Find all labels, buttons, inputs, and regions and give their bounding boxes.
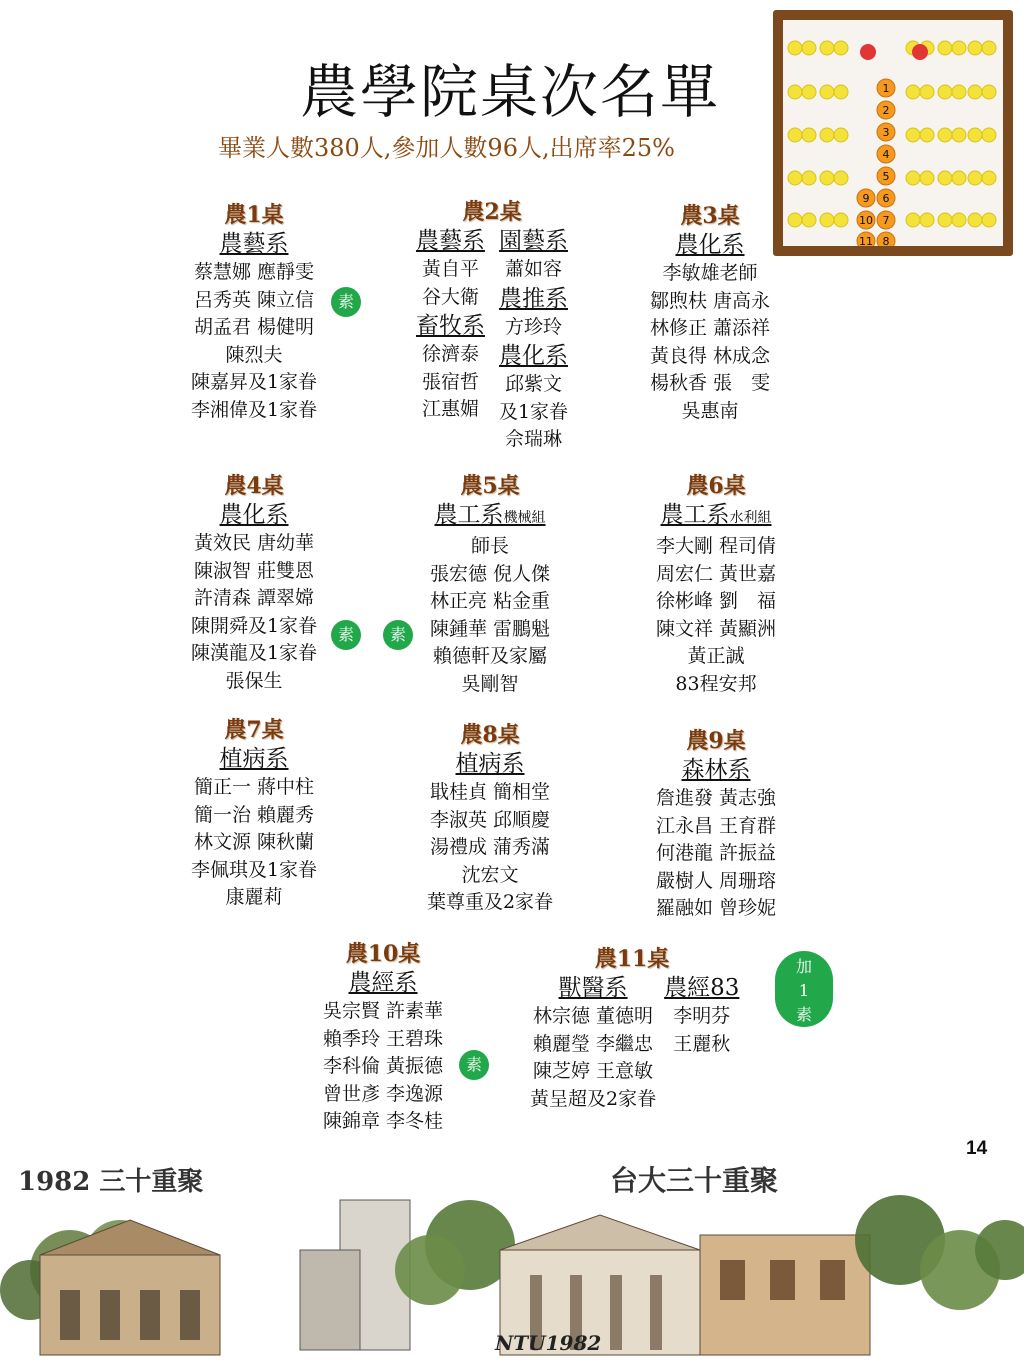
attendee-row: 張宿哲 (421, 370, 479, 393)
seat-icon (952, 85, 966, 99)
attendee-row: 李科倫 黃振德 (322, 1055, 444, 1077)
table-number-label: 11 (859, 235, 873, 246)
attendee-row: 戢桂貞 簡相堂 (429, 781, 551, 803)
attendee-row: 吳惠南 (681, 399, 739, 422)
table-number-label: 9 (862, 192, 870, 205)
seat-icon (834, 128, 848, 142)
department-subgroup: 水利組 (729, 510, 772, 526)
department-name: 農藝系 (415, 228, 485, 254)
seat-icon (820, 41, 834, 55)
attendee-row: 陳淑智 莊雙恩 (193, 559, 315, 582)
attendee-row: 許清森 譚翠嫦 (193, 587, 315, 609)
attendee-row: 佘瑞琳 (504, 428, 562, 450)
seat-icon (968, 85, 982, 99)
attendee-row: 胡孟君 楊健明 (193, 316, 315, 338)
department-name: 獸醫系 (558, 975, 628, 1001)
seat-icon (938, 171, 952, 185)
attendee-row: 楊秋香 張 雯 (649, 372, 771, 394)
table-11 (530, 945, 770, 1113)
vegetarian-badge: 素 (331, 620, 361, 650)
seat-icon (938, 213, 952, 227)
attendee-row: 周宏仁 黃世嘉 (655, 562, 777, 585)
attendee-row: 詹進發 黃志強 (655, 787, 777, 809)
seat-icon (834, 171, 848, 185)
attendee-row: 徐濟泰 (421, 343, 479, 365)
department-name (636, 500, 796, 533)
seat-icon (802, 128, 816, 142)
table-name: 農4桌 (224, 473, 284, 499)
attendee-row: 何港龍 許振益 (655, 842, 777, 864)
seat-icon (952, 128, 966, 142)
department-label: 農工系 (660, 502, 730, 528)
attendee-row: 83程安邦 (675, 672, 757, 695)
attendee-row: 蔡慧娜 應靜雯 (193, 261, 315, 283)
department-name (410, 500, 570, 533)
seat-icon (802, 213, 816, 227)
table-name: 農6桌 (686, 473, 746, 499)
seat-icon (968, 213, 982, 227)
seating-map (773, 10, 1013, 256)
attendee-row: 王麗秋 (673, 1032, 731, 1055)
attendee-row: 賴德軒及家屬 (432, 645, 547, 667)
seat-icon (906, 171, 920, 185)
attendee-row: 張宏德 倪人傑 (429, 562, 551, 585)
department-name: 植病系 (455, 751, 525, 777)
seat-icon (920, 213, 934, 227)
seat-icon (982, 213, 996, 227)
table-7 (176, 716, 332, 912)
vegetarian-badge: 素 (459, 1050, 489, 1080)
table-5 (410, 472, 570, 698)
attendee-row: 陳嘉昇及1家眷 (190, 371, 318, 393)
attendee-row: 李明芬 (673, 1005, 731, 1027)
attendee-row: 李佩琪及1家眷 (190, 858, 318, 881)
attendee-row: 李敏雄老師 (662, 262, 758, 284)
attendee-row: 陳芝婷 王意敏 (533, 1060, 654, 1082)
attendee-row: 邱紫文 (504, 373, 562, 395)
seat-icon (968, 171, 982, 185)
department-name: 農經系 (348, 970, 418, 996)
attendee-row: 呂秀英 陳立信 (193, 288, 315, 311)
seat-icon (820, 128, 834, 142)
attendee-row: 李湘偉及1家眷 (190, 398, 318, 421)
attendee-row: 羅融如 曾珍妮 (655, 897, 777, 919)
seat-icon (952, 41, 966, 55)
attendee-row: 陳開舜及1家眷 (190, 614, 318, 637)
table-11-left-column (530, 973, 656, 1113)
department-name: 植病系 (219, 746, 289, 772)
seat-icon (920, 85, 934, 99)
seat-icon (834, 41, 848, 55)
attendee-row: 蕭如容 (504, 258, 562, 280)
banner-right-text: 台大三十重聚 (610, 1164, 779, 1197)
seat-icon (968, 41, 982, 55)
attendee-row: 曾世彥 李逸源 (322, 1082, 444, 1105)
seat-icon (788, 213, 802, 227)
attendee-row: 林正亮 粘金重 (429, 590, 551, 612)
table-name: 農5桌 (460, 473, 520, 499)
table-name: 農9桌 (686, 728, 746, 754)
seat-icon (788, 171, 802, 185)
department-name: 農推系 (499, 285, 568, 312)
attendee-row: 谷大衛 (421, 285, 479, 308)
table-name: 農11桌 (594, 946, 670, 972)
banner-bottom-text: NTU1982 (495, 1331, 602, 1355)
table-number-label: 7 (882, 214, 890, 227)
attendee-row: 湯禮成 蒲秀滿 (429, 836, 551, 858)
seat-icon (920, 128, 934, 142)
department-name: 森林系 (681, 757, 751, 783)
attendee-row: 江惠媚 (421, 398, 479, 420)
table-number-label: 5 (882, 170, 890, 183)
attendee-row: 黃正誠 (687, 645, 745, 667)
attendee-row: 林宗德 董德明 (533, 1005, 654, 1027)
table-name: 農10桌 (345, 941, 421, 967)
seat-icon (820, 171, 834, 185)
attendee-row: 吳剛智 (461, 672, 519, 695)
table-8 (410, 721, 570, 917)
seat-icon (788, 85, 802, 99)
attendee-row: 葉尊重及2家眷 (426, 891, 554, 913)
attendee-row: 沈宏文 (461, 863, 519, 886)
vegetarian-badge: 素 (383, 620, 413, 650)
extra-vegetarian-badge (775, 951, 833, 1027)
seat-icon (788, 128, 802, 142)
department-name: 農化系 (499, 343, 568, 369)
table-2-right-column (499, 226, 568, 454)
seating-map-graphic (783, 20, 1003, 246)
seat-icon (802, 41, 816, 55)
department-name: 農化系 (219, 502, 289, 528)
seat-icon (820, 85, 834, 99)
attendance-subtitle: 畢業人數380人,參加人數96人,出席率25% (218, 134, 675, 162)
seat-icon (834, 213, 848, 227)
attendee-row: 陳漢龍及1家眷 (190, 642, 318, 664)
attendee-row: 黃呈超及2家眷 (530, 1087, 657, 1110)
attendee-row: 徐彬峰 劉 福 (655, 590, 777, 612)
department-label: 農工系 (434, 502, 504, 528)
table-2 (392, 198, 592, 454)
seat-icon (938, 41, 952, 55)
attendee-row: 師長 (470, 535, 509, 557)
attendee-row: 林修正 蕭添祥 (649, 317, 771, 339)
department-name: 園藝系 (499, 228, 568, 254)
seat-icon (938, 128, 952, 142)
attendee-row: 黃自平 (421, 258, 479, 280)
attendee-row: 嚴樹人 周珊瑢 (655, 869, 777, 892)
seat-icon (982, 171, 996, 185)
attendee-row: 方珍玲 (504, 315, 562, 338)
attendee-row: 李大剛 程司倩 (655, 535, 777, 557)
department-name: 農化系 (675, 232, 745, 258)
department-name: 畜牧系 (415, 313, 485, 339)
seat-icon (802, 85, 816, 99)
table-number-label: 2 (882, 104, 890, 117)
banner-left-text: 1982 三十重聚 (18, 1167, 204, 1197)
table-1 (176, 201, 332, 424)
attendee-row: 陳錦章 李冬桂 (322, 1110, 444, 1132)
seat-icon (982, 85, 996, 99)
seat-icon (920, 171, 934, 185)
attendee-row: 林文源 陳秋蘭 (193, 831, 315, 853)
head-table-icon (860, 44, 876, 60)
table-2-left-column (416, 226, 485, 454)
table-11-right-column (664, 973, 739, 1113)
seat-icon (788, 41, 802, 55)
seat-icon (906, 213, 920, 227)
department-name: 農藝系 (219, 231, 289, 257)
badge-line: 1 (798, 981, 810, 1000)
table-10 (305, 940, 461, 1136)
table-number-label: 10 (859, 214, 873, 227)
seat-icon (834, 85, 848, 99)
seat-icon (968, 128, 982, 142)
table-name: 農7桌 (224, 717, 284, 743)
attendee-row: 鄒煦枎 唐高永 (649, 289, 771, 312)
attendee-row: 江永昌 王育群 (655, 814, 777, 837)
table-name: 農1桌 (224, 202, 284, 228)
head-table-icon (912, 44, 928, 60)
attendee-row: 簡一治 賴麗秀 (193, 803, 315, 826)
seat-icon (938, 85, 952, 99)
seat-icon (820, 213, 834, 227)
page-number: 14 (966, 1138, 988, 1159)
attendee-row: 陳烈夫 (225, 343, 283, 366)
table-number-label: 4 (882, 148, 890, 161)
attendee-row: 吳宗賢 許素華 (322, 1000, 444, 1022)
attendee-row: 康麗莉 (225, 886, 283, 908)
seat-icon (802, 171, 816, 185)
seat-icon (982, 128, 996, 142)
table-name: 農3桌 (680, 203, 740, 229)
seat-icon (906, 128, 920, 142)
badge-line: 加 (795, 957, 812, 976)
seating-map-floor (783, 20, 1003, 246)
building-right (700, 1235, 870, 1355)
table-3 (630, 202, 790, 425)
vegetarian-badge: 素 (331, 287, 361, 317)
table-number-label: 6 (882, 192, 890, 205)
attendee-row: 賴季玲 王碧珠 (322, 1027, 444, 1050)
table-6 (636, 472, 796, 698)
seat-icon (952, 171, 966, 185)
table-number-label: 1 (882, 82, 890, 95)
campus-banner (0, 1160, 1024, 1365)
attendee-row: 李淑英 邱順慶 (429, 808, 551, 831)
table-4 (176, 472, 332, 695)
table-number-label: 3 (882, 126, 890, 139)
department-name: 農經83 (664, 975, 740, 1001)
badge-line: 素 (795, 1005, 812, 1024)
seat-icon (906, 85, 920, 99)
attendee-row: 賴麗瑩 李繼忠 (533, 1032, 654, 1055)
attendee-row: 及1家眷 (498, 400, 569, 423)
department-subgroup: 機械組 (503, 510, 546, 526)
table-name: 農8桌 (460, 722, 520, 748)
attendee-row: 黃良得 林成念 (649, 344, 771, 367)
table-name: 農2桌 (462, 199, 522, 225)
table-number-label: 8 (882, 235, 890, 246)
seat-icon (952, 213, 966, 227)
table-9 (636, 727, 796, 923)
attendee-row: 簡正一 蔣中柱 (193, 776, 315, 798)
attendee-row: 陳文祥 黃顯洲 (655, 617, 777, 640)
attendee-row: 陳鍾華 雷鵬魁 (429, 617, 551, 640)
page-title: 農學院桌次名單 (300, 58, 721, 126)
seat-icon (982, 41, 996, 55)
table-11-columns (530, 973, 770, 1113)
attendee-row: 張保生 (225, 669, 283, 692)
attendee-row: 黃效民 唐幼華 (193, 532, 315, 554)
